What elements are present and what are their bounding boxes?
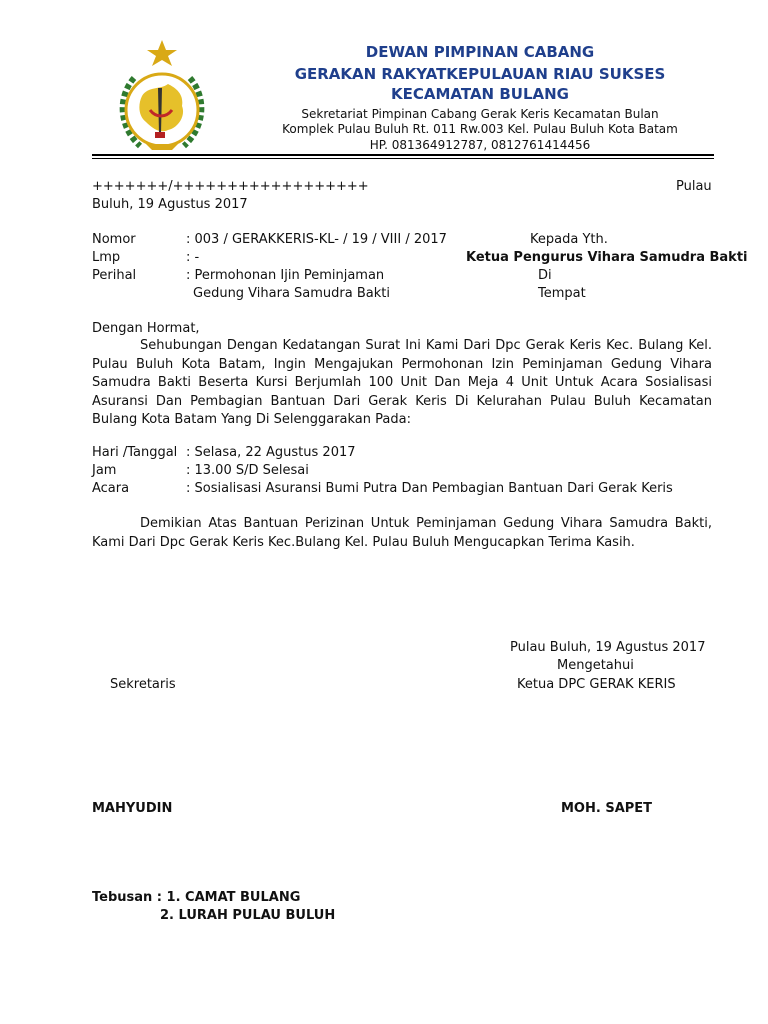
signature-mengetahui: Mengetahui — [557, 658, 634, 673]
reference-mark: +++++++/++++++++++++++++++ — [92, 179, 369, 194]
recipient-di: Di — [538, 268, 552, 283]
signature-right-name: MOH. SAPET — [561, 801, 653, 816]
acara-value: : Sosialisasi Asuransi Bumi Putra Dan Pembagian Bantuan Dari Gerak Keris — [186, 481, 673, 496]
nomor-value: : 003 / GERAKKERIS-KL- / 19 / VIII / 2017 — [186, 232, 447, 247]
recipient-name: Ketua Pengurus Vihara Samudra Bakti — [466, 250, 748, 265]
lmp-value: : - — [186, 250, 200, 265]
recipient-tempat: Tempat — [538, 286, 586, 301]
perihal-label: Perihal — [92, 268, 137, 283]
lmp-label: Lmp — [92, 250, 121, 265]
place-word: Pulau — [676, 179, 712, 194]
recipient-kepada: Kepada Yth. — [530, 232, 608, 247]
nomor-label: Nomor — [92, 232, 136, 247]
signature-left-name: MAHYUDIN — [92, 801, 173, 816]
signature-left-title: Sekretaris — [110, 677, 176, 692]
organization-emblem-icon — [112, 38, 212, 156]
acara-label: Acara — [92, 481, 130, 496]
org-name-line2: GERAKAN RAKYATKEPULAUAN RIAU SUKSES — [294, 65, 666, 83]
jam-label: Jam — [92, 463, 117, 478]
greeting: Dengan Hormat, — [92, 321, 200, 336]
perihal-value-line2: Gedung Vihara Samudra Bakti — [193, 286, 390, 301]
body-paragraph-1: Sehubungan Dengan Kedatangan Surat Ini Kami Dari Dpc Gerak Keris Kec. Bulang Kel. Pulau Buluh Kota Batam, Ingin Mengajukan Permohonan Izin Peminjaman Gedung Vihara Samudra Bakti Beserta Kursi Berjumlah 100 Unit Dan Meja 4 Unit Untuk Acara Sosialisasi Asuransi Dan Pembagian Bantuan Dari Gerak Keris Di Kelurahan Pulau Buluh Kecamatan Bulang Kota Batam Yang Di Selenggarakan Pada: — [92, 338, 712, 427]
perihal-value-line1: : Permohonan Ijin Peminjaman — [186, 268, 385, 283]
tembusan-line1: Tebusan : 1. CAMAT BULANG — [92, 890, 301, 905]
org-phone: HP. 081364912787, 0812761414456 — [369, 138, 591, 152]
tembusan-line2: 2. LURAH PULAU BULUH — [160, 908, 336, 923]
org-name-line3: KECAMATAN BULANG — [391, 85, 569, 103]
header-divider-thick — [92, 154, 714, 156]
closing-paragraph: Demikian Atas Bantuan Perizinan Untuk Peminjaman Gedung Vihara Samudra Bakti, Kami Dari Dpc Gerak Keris Kec.Bulang Kel. Pulau Buluh Mengucapkan Terima Kasih. — [92, 516, 712, 550]
hari-value: : Selasa, 22 Agustus 2017 — [186, 445, 356, 460]
org-address-line2: Komplek Pulau Buluh Rt. 011 Rw.003 Kel. Pulau Buluh Kota Batam — [282, 122, 678, 136]
org-address-line1: Sekretariat Pimpinan Cabang Gerak Keris Kecamatan Bulan — [301, 107, 659, 121]
signature-date: Pulau Buluh, 19 Agustus 2017 — [510, 640, 706, 655]
org-name-line1: DEWAN PIMPINAN CABANG — [365, 43, 595, 61]
header-divider-thin — [92, 158, 714, 159]
place-date: Buluh, 19 Agustus 2017 — [92, 197, 248, 212]
jam-value: : 13.00 S/D Selesai — [186, 463, 309, 478]
signature-right-title: Ketua DPC GERAK KERIS — [517, 677, 676, 692]
hari-label: Hari /Tanggal — [92, 445, 178, 460]
